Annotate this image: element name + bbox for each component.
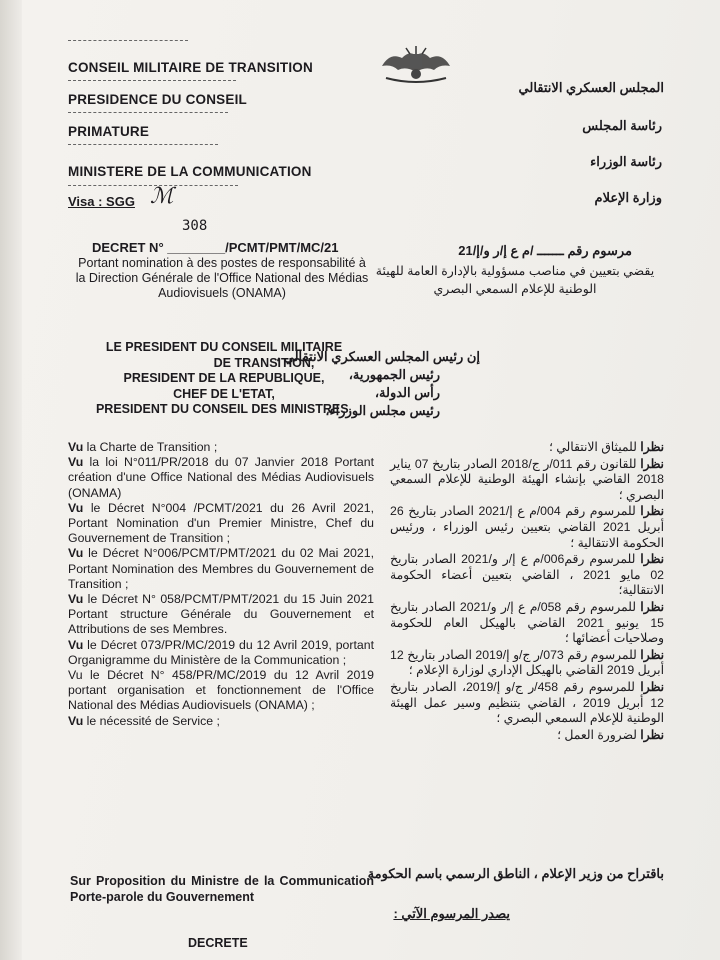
coat-of-arms-icon xyxy=(376,44,456,84)
vu-item-ar: نظرا لضرورة العمل ؛ xyxy=(557,727,664,742)
header-ar-line-3: رئاسة الوزراء xyxy=(590,154,662,169)
vu-item-fr: Vu la Charte de Transition ; xyxy=(68,440,218,454)
vu-list-fr xyxy=(68,440,374,729)
decree-title-fr: Portant nomination à des postes de responsabilité à la Direction Générale de l'Office National des Médias Audiovisuels (ONAMA) xyxy=(75,256,369,300)
president-ar-line-3: رأس الدولة، xyxy=(374,385,440,400)
decree-issue-ar: يصدر المرسوم الآتي : xyxy=(393,906,510,921)
decrete-heading: DECRETE xyxy=(188,936,248,950)
vu-list-ar xyxy=(390,440,664,744)
vu-item-ar: نظرا للمرسوم رقم 058/م ع إ/ر و/2021 الصادر بتاريخ 15 يونيو 2021 القاضي بالهيكل العام للحكومة وصلاحيات أعضائها ؛ xyxy=(390,599,665,646)
vu-item-fr: Vu la loi N°011/PR/2018 du 07 Janvier 2018 Portant création d'une Office National des Médias Audiovisuels (ONAMA) xyxy=(68,455,374,500)
header-fr-line-1: CONSEIL MILITAIRE DE TRANSITION xyxy=(68,60,313,75)
header-ar-line-2: رئاسة المجلس xyxy=(582,118,662,133)
vu-item-fr: Vu le Décret N° 458/PR/MC/2019 du 12 Avril 2019 portant organisation et fonctionnement de l'Office National des Médias Audiovisuels (ONAMA) ; xyxy=(68,668,374,713)
visa-signature: ℳ xyxy=(150,184,174,209)
president-fr-line-4: CHEF DE L'ETAT, xyxy=(173,386,275,401)
vu-item-ar: نظرا للمرسوم رقم 073/ر ج/و إ/2019 الصادر بتاريخ 12 أبريل 2019 القاضي بالهيكل الإداري لوزارة الإعلام ؛ xyxy=(390,647,664,678)
visa-label: Visa : SGG xyxy=(68,194,135,209)
header-fr-line-3: PRIMATURE xyxy=(68,124,150,139)
decree-number-ar: مرسوم رقم ـــــــ /م ع إ/ر و/إ/21 xyxy=(458,243,632,258)
handwritten-decree-number: 308 xyxy=(182,218,208,234)
vu-item-fr: Vu le Décret N°006/PCMT/PMT/2021 du 02 Mai 2021, Portant Nomination des Membres du Gouvernement de Transition ; xyxy=(68,546,374,591)
header-ar-line-1: المجلس العسكري الانتقالي xyxy=(518,80,664,95)
vu-item-fr: Vu le Décret N°004 /PCMT/2021 du 26 Avril 2021, Portant Nomination d'un Premier Ministre, Chef du Gouvernement de Transition ; xyxy=(68,500,374,546)
proposal-fr: Sur Proposition du Ministre de la Communication Porte-parole du Gouvernement xyxy=(70,874,374,904)
header-divider xyxy=(68,80,236,81)
vu-item-ar: نظرا للمرسوم رقم006/م ع إ/ر و/2021 الصادر بتاريخ 02 مايو 2021 ، القاضي بتعيين أعضاء الحكومة الانتقالية؛ xyxy=(390,552,664,598)
president-fr-line-3: PRESIDENT DE LA REPUBLIQUE, xyxy=(123,371,325,385)
header-divider xyxy=(68,144,218,145)
president-ar-line-2: رئيس الجمهورية، xyxy=(348,367,440,382)
decree-number-fr: DECRET N° ________/PCMT/PMT/MC/21 xyxy=(92,240,339,255)
vu-item-ar: نظرا للمرسوم رقم 004/م ع إ/2021 الصادر بتاريخ 26 أبريل 2021 القاضي بتعيين رئيس الوزراء ، ورئيس الحكومة الانتقالية ؛ xyxy=(390,504,664,550)
president-ar-line-1: إن رئيس المجلس العسكري الانتقالي ، xyxy=(275,349,480,364)
header-fr-line-4: MINISTERE DE LA COMMUNICATION xyxy=(68,164,312,179)
page-shadow xyxy=(0,0,22,960)
president-fr-line-1: LE PRESIDENT DU CONSEIL MILITAIRE xyxy=(105,340,343,354)
president-block-ar xyxy=(276,348,480,420)
president-ar-line-4: رئيس مجلس الوزراء، xyxy=(325,403,440,418)
vu-item-fr: Vu le nécessité de Service ; xyxy=(68,713,220,728)
header-ar-line-4: وزارة الإعلام xyxy=(594,190,662,205)
vu-item-fr: Vu le Décret N° 058/PCMT/PMT/2021 du 15 Juin 2021 Portant structure Générale du Gouvernement et Attributions de ses Membres. xyxy=(68,592,374,637)
header-divider xyxy=(68,40,188,41)
president-fr-line-5: PRESIDENT DU CONSEIL DES MINISTRES, xyxy=(95,402,353,416)
president-fr-line-2: DE TRANSITION, xyxy=(213,355,315,370)
header-fr-line-2: PRESIDENCE DU CONSEIL xyxy=(68,92,247,107)
vu-item-ar: نظرا للميثاق الانتقالي ؛ xyxy=(548,440,664,454)
header-divider xyxy=(68,112,228,113)
vu-item-ar: نظرا للقانون رقم 011/ر ج/2018 الصادر بتاريخ 07 يناير 2018 القاضي بإنشاء الهيئة الوطنية للإعلام السمعي البصري ؛ xyxy=(390,456,664,502)
vu-item-fr: Vu le Décret 073/PR/MC/2019 du 12 Avril 2019, portant Organigramme du Ministère de la Communication ; xyxy=(68,637,374,667)
decree-title-ar: يقضي بتعيين في مناصب مسؤولية بالإدارة العامة للهيئة الوطنية للإعلام السمعي البصري xyxy=(375,264,655,296)
vu-item-ar: نظرا للمرسوم رقم 458/ر ج/و إ/2019، الصادر بتاريخ 12 أبريل 2019 ، القاضي بتنظيم وسير عمل الهيئة الوطنية للإعلام السمعي البصري ؛ xyxy=(390,679,664,726)
proposal-ar: باقتراح من وزير الإعلام ، الناطق الرسمي باسم الحكومة xyxy=(367,866,664,881)
